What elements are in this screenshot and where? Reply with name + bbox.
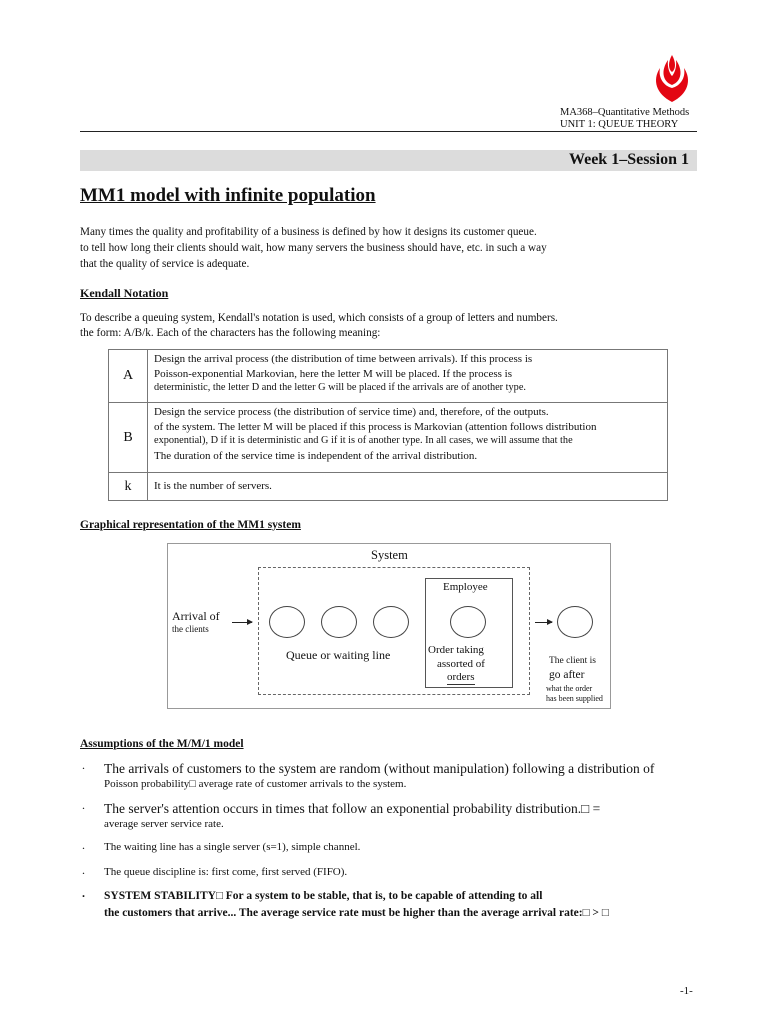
letter-cell: B: [109, 403, 148, 473]
list-item: [80, 865, 730, 880]
page-title: MM1 model with infinite population: [80, 185, 376, 206]
exiting-customer: [557, 606, 593, 638]
assumption-sub: average server service rate.: [104, 818, 224, 830]
order-line-1: Order taking: [428, 644, 484, 656]
exit-line-2: go after: [549, 669, 585, 681]
kendall-text-2: the form: A/B/k. Each of the characters has the following meaning:: [80, 327, 381, 339]
description-line: deterministic, the letter D and the letter G will be placed if the arrivals are of another type.: [154, 382, 526, 393]
arrival-label: Arrival of: [172, 609, 220, 623]
description-cell: [148, 403, 668, 473]
university-logo: [646, 52, 698, 104]
description-line: of the system. The letter M will be placed if this process is Markovian (attention follows distribution: [154, 420, 597, 433]
list-item: [80, 760, 730, 792]
table-row: [109, 403, 668, 473]
queue-customer-2: [321, 606, 357, 638]
list-item: [80, 888, 730, 922]
assumption-main: . The waiting line has a single server (s=1), simple channel.: [104, 841, 361, 853]
arrival-sublabel: the clients: [172, 624, 209, 634]
letter-cell: A: [109, 350, 148, 403]
letter-cell: k: [109, 473, 148, 501]
description-line: It is the number of servers.: [154, 480, 272, 493]
description-cell: [148, 473, 668, 501]
employee-label: Employee: [443, 581, 488, 593]
description-line: Design the service process (the distribution of service time) and, therefore, of the outputs.: [154, 406, 549, 418]
week-session: Week 1–Session 1: [568, 151, 689, 168]
kendall-table: [108, 349, 668, 501]
unit-title: UNIT 1: QUEUE THEORY: [560, 119, 679, 130]
header-divider: [80, 131, 697, 132]
list-item: [80, 840, 730, 855]
description-line: exponential), D if it is deterministic and G if it is of another type. In all cases, we will assume that the: [154, 435, 573, 446]
kendall-heading: Kendall Notation: [80, 286, 169, 300]
order-line-3: orders: [447, 671, 475, 683]
assumption-sub: Poisson probability□ average rate of customer arrivals to the system.: [104, 778, 407, 790]
course-code: MA368–Quantitative Methods: [560, 107, 690, 118]
order-line-2: assorted of: [437, 658, 485, 670]
page-number: -1-: [680, 985, 693, 997]
assumptions-heading: Assumptions of the M/M/1 model: [80, 738, 244, 750]
exit-line-3: what the order: [546, 684, 593, 693]
exit-arrow: [535, 622, 552, 623]
queue-customer-3: [373, 606, 409, 638]
description-line: The duration of the service time is independent of the arrival distribution.: [154, 449, 478, 462]
assumption-main: . The arrivals of customers to the system are random (without manipulation) following a distribution of: [104, 761, 655, 776]
exit-line-4: has been supplied: [546, 694, 603, 703]
assumption-main: . The queue discipline is: first come, first served (FIFO).: [104, 866, 348, 878]
week-banner: [80, 150, 697, 171]
queue-customer-1: [269, 606, 305, 638]
table-row: [109, 473, 668, 501]
assumptions-list: [80, 760, 730, 930]
system-label: System: [371, 548, 408, 562]
kendall-text-1: To describe a queuing system, Kendall's notation is used, which consists of a group of letters and numbers.: [80, 312, 558, 324]
table-row: [109, 350, 668, 403]
description-cell: [148, 350, 668, 403]
intro-line-2: to tell how long their clients should wait, how many servers the business should have, etc. in such a way: [80, 242, 547, 254]
server-customer: [450, 606, 486, 638]
graph-heading: Graphical representation of the MM1 system: [80, 519, 301, 531]
description-line: Poisson-exponential Markovian, here the letter M will be placed. If the process is: [154, 367, 513, 380]
intro-line-3: that the quality of service is adequate.: [80, 258, 250, 270]
list-item: [80, 800, 730, 832]
intro-line-1: Many times the quality and profitability of a business is defined by how it designs its customer queue.: [80, 226, 537, 238]
exit-line-1: The client is: [549, 656, 596, 666]
arrival-arrow: [232, 622, 252, 623]
description-line: Design the arrival process (the distribution of time between arrivals). If this process is: [154, 353, 533, 365]
assumption-main: . The server's attention occurs in times that follow an exponential probability distribution.□ =: [104, 801, 601, 816]
queue-label: Queue or waiting line: [286, 648, 391, 662]
assumption-main: . SYSTEM STABILITY□ For a system to be stable, that is, to be capable of attending to all: [104, 890, 543, 902]
assumption-sub: the customers that arrive... The average service rate must be higher than the average arrival rate:□ > □: [104, 907, 609, 919]
